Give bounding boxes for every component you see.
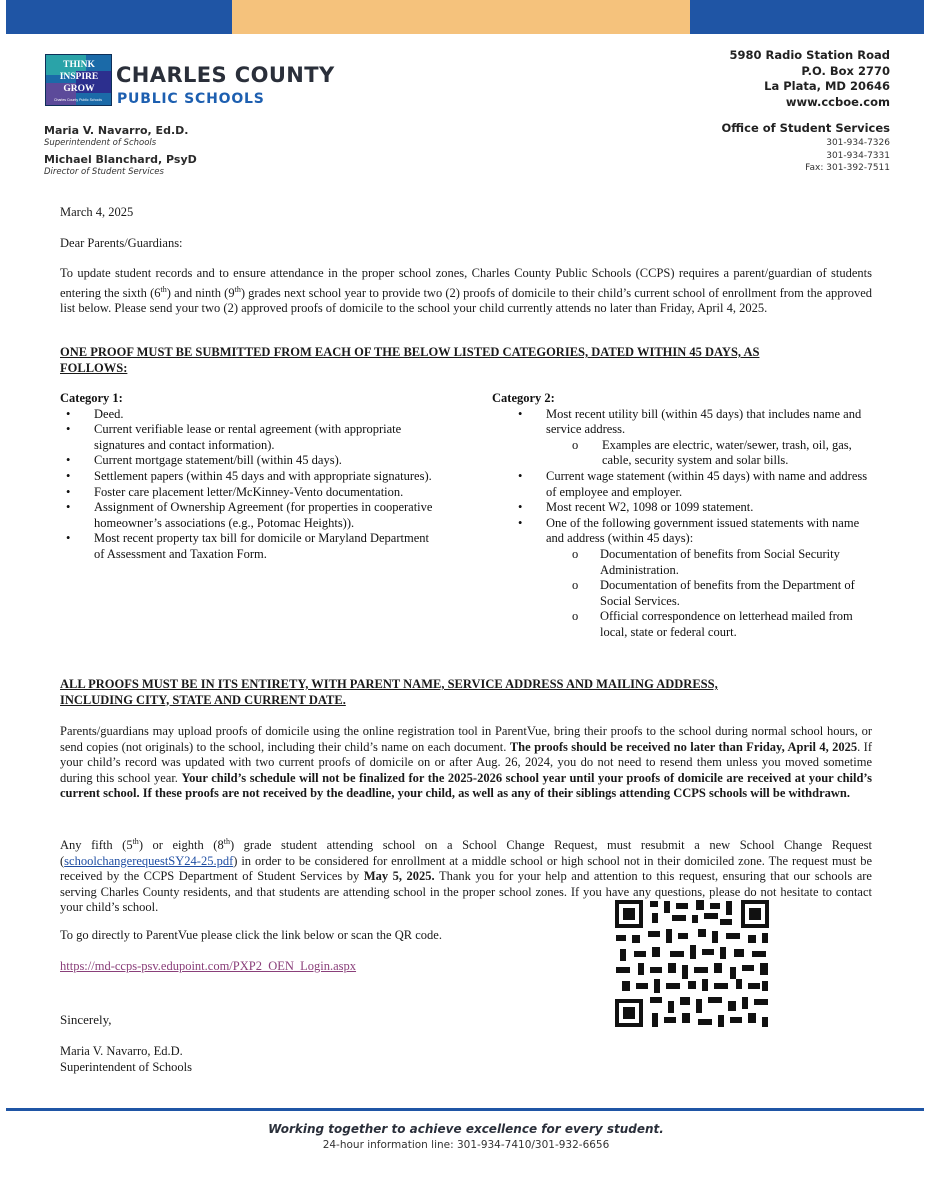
sub-list-item: o Documentation of benefits from the Department of Social Services. [572, 578, 855, 608]
office-fax: Fax: 301-392-7511 [805, 163, 890, 173]
signer-title: Superintendent of Schools [60, 1060, 192, 1074]
parentvue-instructions: To go directly to ParentVue please click the link below or scan the QR code. [60, 928, 442, 942]
heading-all-proofs: ALL PROOFS MUST BE IN ITS ENTIRETY, WITH PARENT NAME, SERVICE ADDRESS AND MAILING ADDRESS, INCLUDING CITY, STATE AND CURRENT DATE. [60, 677, 718, 707]
list-item: • Most recent W2, 1098 or 1099 statement. [518, 500, 754, 515]
staff-name: Maria V. Navarro, Ed.D. [44, 124, 189, 137]
letter-greeting: Dear Parents/Guardians: [60, 236, 183, 250]
list-item: • Settlement papers (within 45 days and with appropriate signatures). [66, 468, 432, 483]
footer-rule [6, 1108, 924, 1111]
top-bar-gold [232, 0, 690, 34]
org-subtitle: PUBLIC SCHOOLS [117, 91, 265, 107]
upload-paragraph: Parents/guardians may upload proofs of domicile using the online registration tool in ParentVue, bring their proofs to the school during normal school hours, or send copies (not originals) to the school, including their child’s name on each document. The proofs should be received no later than Friday, April 4, 2025. If your child’s record was updated with two current proofs of domicile on or after Aug. 26, 2024, you do not need to resend them unless you moved sometime during this school year. Your child’s schedule will not be finalized for the 2025-2026 school year until your proofs of domicile are received at your child’s current school. If these proofs are not received by the deadline, your child, as well as any of their siblings attending CCPS schools will be withdrawn. [60, 724, 873, 800]
top-bar-blue-left [6, 0, 232, 34]
category-2 [492, 391, 872, 641]
logo-word-2: INSPIRE [59, 72, 99, 82]
qr-code[interactable] [612, 897, 772, 1030]
logo-word-3: GROW [63, 84, 95, 94]
letter-date: March 4, 2025 [60, 205, 134, 219]
footer-info-line: 24-hour information line: 301-934-7410/301-932-6656 [322, 1139, 610, 1151]
list-item: • Current wage statement (within 45 days) with name and address of employee and employer. [518, 468, 868, 499]
list-item: • Most recent utility bill (within 45 days) that includes name and service address. [518, 406, 862, 437]
address-street: 5980 Radio Station Road [729, 48, 890, 62]
heading-one-proof: ONE PROOF MUST BE SUBMITTED FROM EACH OF THE BELOW LISTED CATEGORIES, DATED WITHIN 45 DAYS, AS FOLLOWS: [60, 345, 760, 375]
sub-list-item: o Examples are electric, water/sewer, trash, oil, gas, cable, security system and solar bills. [572, 437, 852, 468]
list-item: • Current verifiable lease or rental agreement (with appropriate signatures and contact information). [66, 422, 402, 452]
logo-word-1: THINK [63, 60, 95, 70]
logo-tagline: Charles County Public Schools [53, 98, 103, 102]
list-item: • Assignment of Ownership Agreement (for properties in cooperative homeowner’s associations (e.g., Potomac Heights)). [66, 500, 433, 530]
list-item: • Most recent property tax bill for domicile or Maryland Department of Assessment and Taxation Form. [66, 531, 429, 561]
intro-paragraph: To update student records and to ensure attendance in the proper school zones, Charles County Public Schools (CCPS) requires a parent/guardian of students entering the sixth (6th) and ninth (9th) grades next school year to provide two (2) proofs of domicile to their child’s current school of enrollment from the approved list below. Please send your two (2) approved proofs of domicile to the school your child currently attends no later than Friday, April 4, 2025. [60, 266, 872, 316]
school-change-request-link[interactable]: schoolchangerequestSY24-25.pdf [64, 853, 234, 868]
category-1-title: Category 1: [60, 391, 123, 405]
office-title: Office of Student Services [721, 121, 890, 135]
list-item: • Foster care placement letter/McKinney-Vento documentation. [66, 484, 404, 499]
closing: Sincerely, [60, 1012, 112, 1027]
office-block [722, 121, 890, 175]
school-logo [45, 54, 112, 106]
list-item: • Deed. [66, 406, 124, 421]
staff-superintendent [44, 124, 188, 148]
office-phone-2: 301-934-7331 [826, 150, 890, 161]
address-city: La Plata, MD 20646 [764, 79, 890, 93]
staff-title: Superintendent of Schools [44, 138, 157, 148]
list-item: • Current mortgage statement/bill (within 45 days). [66, 453, 342, 468]
sub-list-item: o Official correspondence on letterhead mailed from local, state or federal court. [572, 609, 853, 639]
office-phone-1: 301-934-7326 [826, 138, 890, 148]
address-website: www.ccboe.com [785, 94, 890, 109]
category-1 [60, 391, 440, 563]
top-color-bar [6, 0, 924, 34]
address-block [729, 48, 890, 110]
school-change-paragraph: Any fifth (5th) or eighth (8th) grade student attending school on a School Change Request, must resubmit a new School Change Request (schoolchangerequestSY24-25.pdf) in order to be considered for enrollment at a middle school or high school not in their domiciled zone. The request must be received by the CCPS Department of Student Services by May 5, 2025. Thank you for your help and attention to this request, ensuring that our schools are serving Charles County residents, and that students are attending school in the proper school zones. If you have any questions, please do not hesitate to contact your child’s school. [60, 837, 872, 915]
sub-list-item: o Documentation of benefits from Social Security Administration. [572, 546, 840, 577]
signer-name: Maria V. Navarro, Ed.D. [60, 1044, 183, 1058]
parentvue-link-line [60, 959, 580, 975]
staff-director [44, 153, 197, 177]
footer-motto: Working together to achieve excellence for every student. [268, 1122, 664, 1136]
top-bar-blue-right [690, 0, 924, 34]
staff-name: Michael Blanchard, PsyD [44, 153, 197, 166]
list-item: • One of the following government issued statements with name and address (within 45 days): [518, 515, 860, 546]
org-title: CHARLES COUNTY [116, 63, 335, 87]
parentvue-link[interactable]: https://md-ccps-psv.edupoint.com/PXP2_OEN_Login.aspx [60, 959, 357, 973]
category-2-title: Category 2: [492, 391, 555, 405]
staff-title: Director of Student Services [44, 167, 164, 177]
address-po-box: P.O. Box 2770 [801, 63, 890, 78]
